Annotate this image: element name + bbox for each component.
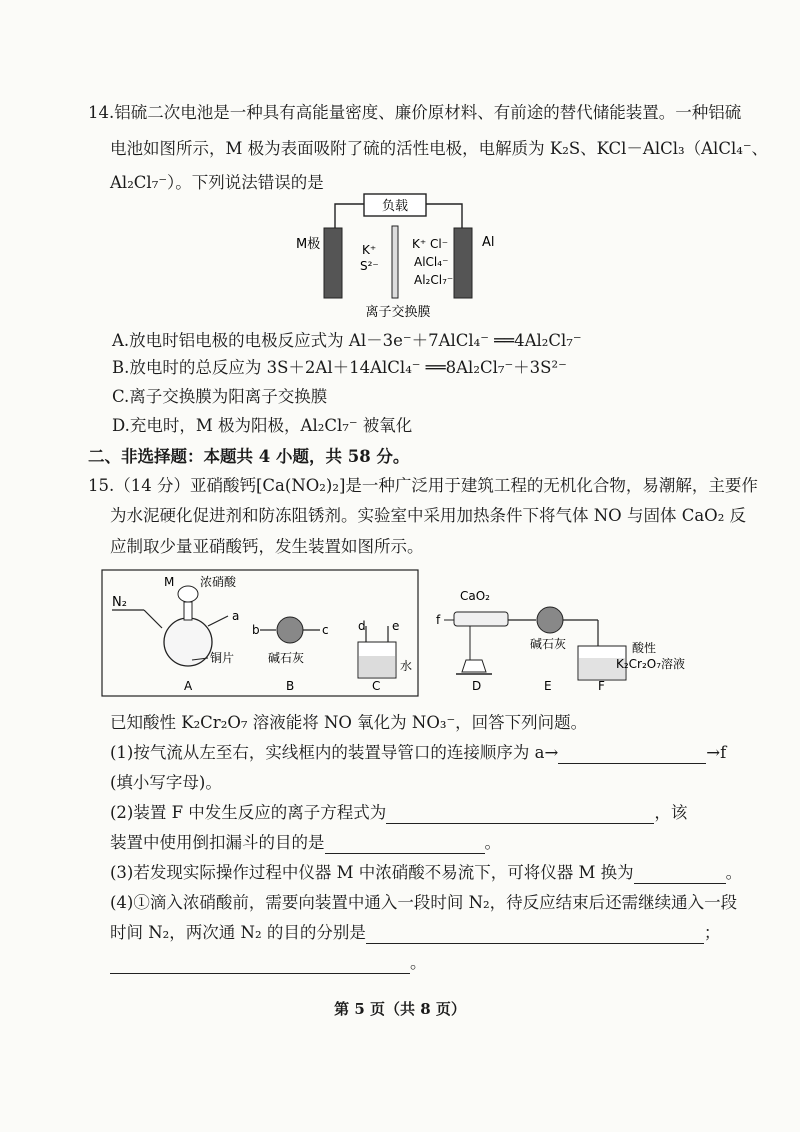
al-electrode [454,228,472,298]
soda-lime-label-e: 碱石灰 [530,637,567,651]
q15-sub4-b [110,922,720,944]
sub2-purpose-blank[interactable] [325,835,485,854]
sub2-b-text: 装置中使用倒扣漏斗的目的是 [110,833,325,852]
port-b-label: b [252,623,260,637]
right-ion-al2cl7: Al₂Cl₇⁻ [414,273,454,287]
label-f: F [598,679,605,693]
sub3-text: (3)若发现实际操作过程中仪器 M 中浓硝酸不易流下，可将仪器 M 换为 [110,863,634,882]
q14-option-b: B.放电时的总反应为 3S＋2Al＋14AlCl₄⁻ ══8Al₂Cl₇⁻＋3S²⁻ [112,358,567,377]
label-d: D [472,679,482,693]
sub1-text: (1)按气流从左至右，实线框内的装置导管口的连接顺序为 a→ [110,743,559,762]
q15-sub2-b [110,832,501,854]
m-electrode-label: M极 [296,237,321,252]
water-label: 水 [400,659,413,673]
sub4-end: 。 [410,953,427,972]
sub2-equation-blank[interactable] [386,805,654,824]
q14-option-c: C.离子交换膜为阳离子交换膜 [112,387,328,406]
label-c: C [372,679,381,693]
q15-sub4-a: (4)①滴入浓硝酸前，需要向装置中通入一段时间 N₂，待反应结束后还需继续通入一段 [110,893,738,912]
alcohol-lamp [462,660,486,672]
drying-bulb-b [277,617,303,643]
m-instrument-label: M [164,575,175,589]
sub4-purpose2-blank[interactable] [110,955,410,974]
copper-label: 铜片 [210,651,235,665]
q15-line-1: 15.（14 分）亚硝酸钙[Ca(NO₂)₂]是一种广泛用于建筑工程的无机化合物，易潮解，主要作 [88,476,758,495]
dropping-funnel-m [178,586,198,602]
ion-exchange-membrane [392,226,398,298]
sub3-end: 。 [725,863,743,882]
conc-nitric-acid-label: 浓硝酸 [200,575,237,589]
acidic-label: 酸性 [632,641,657,655]
q15-line-2: 为水泥硬化促进剂和防冻阻锈剂。实验室中采用加热条件下将气体 NO 与固体 CaO₂ 反 [110,506,747,525]
q14-line-1: 14.铝硫二次电池是一种具有高能量密度、廉价原材料、有前途的替代储能装置。一种铝硫 [88,103,742,122]
drying-bulb-e [537,607,563,633]
reaction-tube-d [454,612,508,626]
port-a-label: a [232,609,240,623]
port-c-label: c [322,623,329,637]
sub2-end: 。 [484,833,501,852]
q15-sub4-c [110,952,427,974]
sub2-comma: ，该 [654,803,688,822]
port-d-label: d [358,619,366,633]
sub4-b-text: 时间 N₂，两次通 N₂ 的目的分别是 [110,923,366,942]
right-ion-alcl4: AlCl₄⁻ [414,255,449,269]
left-ion-k: K⁺ [362,243,377,257]
k2cr2o7-label: K₂Cr₂O₇溶液 [616,657,686,671]
sub3-answer-blank[interactable] [634,865,726,884]
q14-option-d: D.充电时，M 极为阳极，Al₂Cl₇⁻ 被氧化 [112,416,413,435]
sub1-answer-blank[interactable] [558,745,706,764]
m-electrode [324,228,342,298]
q14-line-2: 电池如图所示，M 极为表面吸附了硫的活性电极，电解质为 K₂S、KCl－AlCl₃（AlCl₄⁻、 [110,139,769,158]
q15-line-3: 应制取少量亚硝酸钙，发生装置如图所示。 [110,537,424,556]
q15-sub1-b: (填小写字母)。 [110,773,222,792]
q15-sub2 [110,802,687,824]
label-b: B [286,679,295,693]
page-footer: 第 5 页（共 8 页） [334,1000,466,1018]
q15-sub3 [110,862,742,884]
sub1-arrow-f: →f [706,743,727,762]
sub4-purpose1-blank[interactable] [366,925,704,944]
load-label: 负载 [381,199,409,214]
soda-lime-label-b: 碱石灰 [268,651,305,665]
port-e-label: e [392,619,400,633]
right-ion-kcl: K⁺ Cl⁻ [412,237,449,251]
sub4-semicolon: ； [703,923,721,942]
membrane-label: 离子交换膜 [365,305,431,320]
port-f-label: f [436,613,441,627]
q14-line-3: Al₂Cl₇⁻）。下列说法错误的是 [110,173,324,192]
al-electrode-label: Al [482,235,495,250]
q15-sub1 [110,742,726,764]
label-a: A [184,679,193,693]
q15-known: 已知酸性 K₂Cr₂O₇ 溶液能将 NO 氧化为 NO₃⁻，回答下列问题。 [110,713,588,732]
left-ion-s: S²⁻ [360,259,379,273]
cao2-label: CaO₂ [460,589,490,603]
section-2-heading: 二、非选择题：本题共 4 小题，共 58 分。 [88,447,410,466]
battery-figure [290,192,510,320]
apparatus-figure [100,568,700,700]
sub2-text: (2)装置 F 中发生反应的离子方程式为 [110,803,387,822]
n2-label: N₂ [112,595,127,610]
label-e: E [544,679,552,693]
q14-option-a: A.放电时铝电极的电极反应式为 Al－3e⁻＋7AlCl₄⁻ ══4Al₂Cl₇⁻ [112,331,582,350]
